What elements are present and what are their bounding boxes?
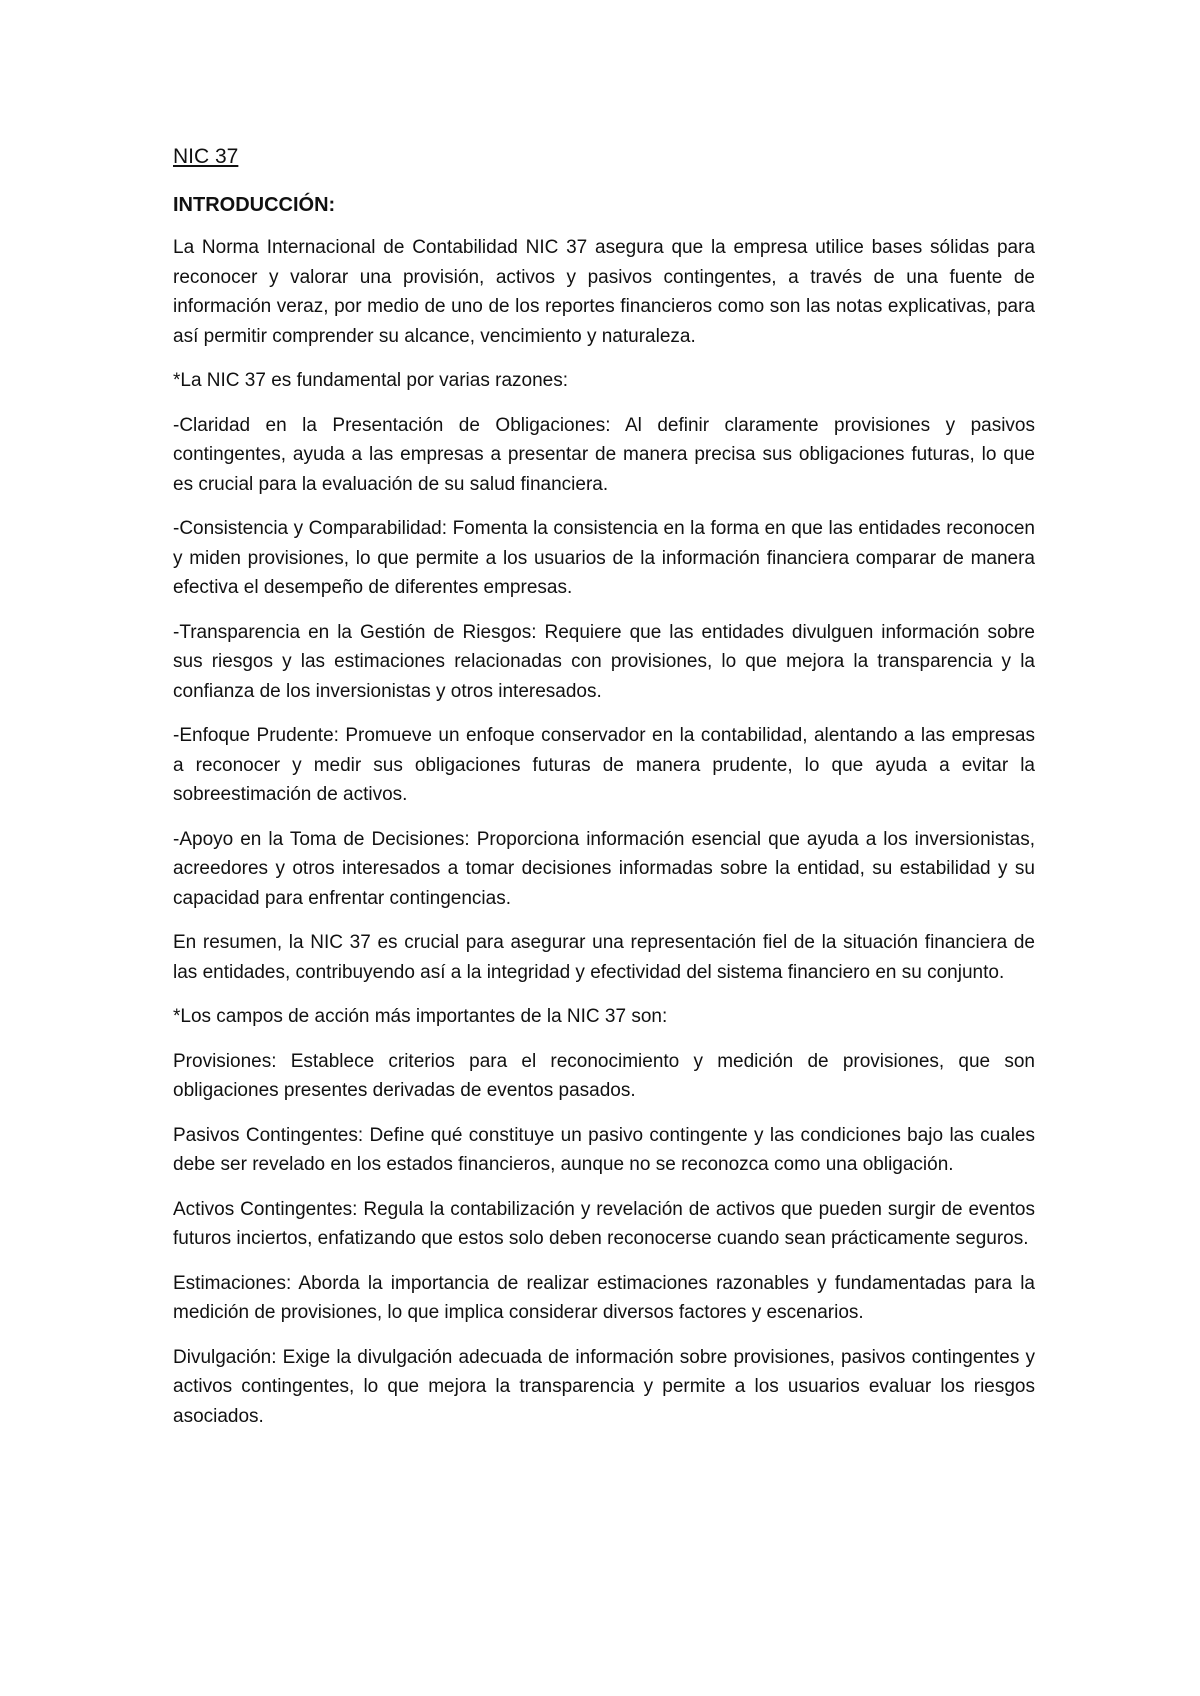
document-title: NIC 37 [173, 145, 239, 168]
paragraph-consistencia: -Consistencia y Comparabilidad: Fomenta la consistencia en la forma en que las entidades reconocen y miden provisiones, lo que permite a los usuarios de la información financiera comparar de manera efectiva el desempeño de diferentes empresas. [173, 518, 1035, 598]
paragraph-resumen: En resumen, la NIC 37 es crucial para asegurar una representación fiel de la situación financiera de las entidades, contribuyendo así a la integridad y efectividad del sistema financiero en su conjunto. [173, 932, 1035, 983]
paragraph-pasivos: Pasivos Contingentes: Define qué constituye un pasivo contingente y las condiciones bajo las cuales debe ser revelado en los estados financieros, aunque no se reconozca como una obligación. [173, 1124, 1035, 1175]
paragraph-apoyo: -Apoyo en la Toma de Decisiones: Proporciona información esencial que ayuda a los inversionistas, acreedores y otros interesados a tomar decisiones informadas sobre la entidad, su estabilidad y su capacidad para enfrentar contingencias. [173, 828, 1035, 909]
paragraph-transparencia: -Transparencia en la Gestión de Riesgos: Requiere que las entidades divulguen información sobre sus riesgos y las estimaciones relacionadas con provisiones, lo que mejora la transparencia y la confianza de los inversionistas y otros interesados. [173, 621, 1035, 702]
paragraph-estimaciones: Estimaciones: Aborda la importancia de realizar estimaciones razonables y fundamentadas para la medición de provisiones, lo que implica considerar diversos factores y escenarios. [173, 1272, 1035, 1323]
paragraph-reasons-lead: *La NIC 37 es fundamental por varias razones: [173, 370, 568, 391]
paragraph-campos-lead: *Los campos de acción más importantes de la NIC 37 son: [173, 1006, 668, 1027]
paragraph-provisiones: Provisiones: Establece criterios para el reconocimiento y medición de provisiones, que son obligaciones presentes derivadas de eventos pasados. [173, 1050, 1035, 1101]
paragraph-enfoque: -Enfoque Prudente: Promueve un enfoque conservador en la contabilidad, alentando a las empresas a reconocer y medir sus obligaciones futuras de manera prudente, lo que ayuda a evitar la sobreestimación de activos. [173, 725, 1035, 805]
paragraph-divulgacion: Divulgación: Exige la divulgación adecuada de información sobre provisiones, pasivos contingentes y activos contingentes, lo que mejora la transparencia y permite a los usuarios evaluar los riesgos asociados. [173, 1346, 1035, 1427]
paragraph-activos: Activos Contingentes: Regula la contabilización y revelación de activos que pueden surgir de eventos futuros inciertos, enfatizando que estos solo deben reconocerse cuando sean prácticamente seguros. [173, 1198, 1035, 1249]
section-heading-introduccion: INTRODUCCIÓN: [173, 194, 336, 216]
document-page [173, 143, 1035, 1446]
paragraph-claridad: -Claridad en la Presentación de Obligaciones: Al definir claramente provisiones y pasivos contingentes, ayuda a las empresas a presentar de manera precisa sus obligaciones futuras, lo que es crucial para la evaluación de su salud financiera. [173, 414, 1035, 495]
paragraph-intro: La Norma Internacional de Contabilidad NIC 37 asegura que la empresa utilice bases sólidas para reconocer y valorar una provisión, activos y pasivos contingentes, a través de una fuente de información veraz, por medio de uno de los reportes financieros como son las notas explicativas, para así permitir comprender su alcance, vencimiento y naturaleza. [173, 237, 1035, 347]
